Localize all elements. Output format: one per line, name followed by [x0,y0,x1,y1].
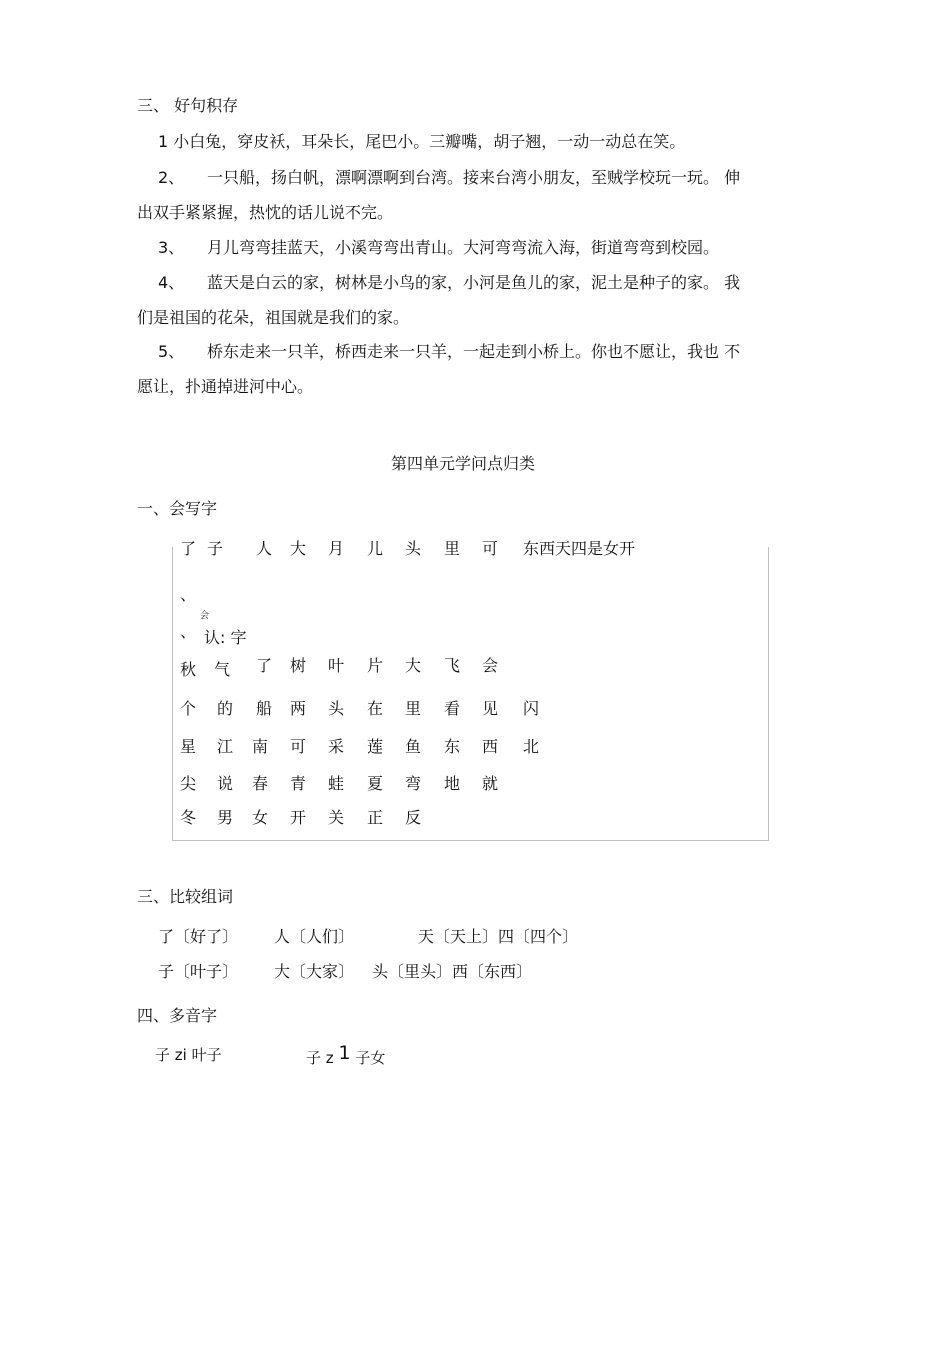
read-char: 男 [217,808,234,827]
read-char: 关 [328,808,345,827]
read-char: 尖 [180,774,197,793]
read-char: 正 [367,808,384,827]
read-char: 看 [444,699,461,718]
read-char: 见 [482,699,499,718]
polyphonic-pinyin-start: 子 z [306,1049,334,1067]
mark-comma-1: 、 [180,585,197,604]
read-char: 两 [290,699,307,718]
read-char: 里 [405,699,422,718]
sentence-4-number: 4、 [158,273,185,292]
read-char: 秋 [180,660,197,679]
sentence-5-line-2: 愿让，扑通掉进河中心。 [137,377,314,396]
read-char: 叶 [328,656,345,675]
write-char: 大 [290,539,307,558]
read-char: 采 [328,737,345,756]
write-char: 里 [444,539,461,558]
read-char: 树 [290,656,307,675]
unit-title: 第四单元学问点归类 [391,454,536,473]
mark-comma-2: 、 [180,622,197,641]
polyphonic-word: 子女 [355,1049,386,1067]
compare-item: 了〔好了〕 [158,927,239,946]
read-char: 飞 [444,656,461,675]
section-title-good-sentences: 三、 好句积存 [137,96,239,115]
sentence-2-line-2: 出双手紧紧握，热忱的话儿说不完。 [137,203,394,222]
read-char: 夏 [367,774,384,793]
sentence-5-number: 5、 [158,342,185,361]
read-char: 气 [214,660,231,679]
write-char-group: 东西天四是女开 [523,539,636,558]
read-char: 片 [367,656,384,675]
sentence-3-number: 3、 [158,238,185,257]
sentence-4-line-2: 们是祖国的花朵，祖国就是我们的家。 [137,308,410,327]
read-char: 可 [290,737,307,756]
read-char: 女 [252,808,269,827]
read-char: 头 [328,699,345,718]
read-char: 冬 [180,808,197,827]
read-char: 南 [252,737,269,756]
section-title-compare: 三、比较组词 [137,887,234,906]
section-title-write: 一、会写字 [137,499,218,518]
sentence-1: 1 小白兔，穿皮袄，耳朵长，尾巴小。三瓣嘴，胡子翘，一动一动总在笑。 [158,132,686,151]
read-char: 反 [405,808,422,827]
read-char: 大 [405,656,422,675]
polyphonic-tone-mark: 1 [338,1042,351,1064]
compare-item: 天〔天上〕四〔四个〕 [418,927,579,946]
sentence-3: 月儿弯弯挂蓝天，小溪弯弯出青山。大河弯弯流入海，街道弯弯到校园。 [207,238,720,257]
write-char: 子 [207,539,224,558]
compare-item: 子〔叶子〕 [158,962,239,981]
compare-item: 人〔人们〕 [274,927,355,946]
polyphonic-item-1: 子 zi 叶子 [155,1046,222,1064]
read-char: 东 [444,737,461,756]
read-char: 青 [290,774,307,793]
read-char: 鱼 [405,737,422,756]
read-char: 船 [256,699,273,718]
polyphonic-item-2 [306,1042,386,1067]
read-char: 北 [523,737,540,756]
write-char: 人 [256,539,273,558]
recognize-label: 认: 字 [204,628,247,647]
write-char: 头 [405,539,422,558]
sentence-2-line-1: 一只船，扬白帆，漂啊漂啊到台湾。接来台湾小朋友，至贼学校玩一玩。 伸 [207,168,741,187]
character-box [172,547,769,841]
read-char: 地 [444,774,461,793]
read-char: 闪 [523,699,540,718]
write-char: 儿 [367,539,384,558]
read-char: 的 [217,699,234,718]
read-char: 说 [217,774,234,793]
read-char: 在 [367,699,384,718]
read-char: 蛙 [328,774,345,793]
sentence-5-line-1: 桥东走来一只羊，桥西走来一只羊，一起走到小桥上。你也不愿让，我也 不 [207,342,741,361]
compare-item: 大〔大家〕 [274,962,355,981]
read-char: 就 [482,774,499,793]
read-char: 西 [482,737,499,756]
compare-item: 头〔里头〕西〔东西〕 [372,962,533,981]
write-char: 了 [180,539,197,558]
sentence-4-line-1: 蓝天是白云的家，树林是小鸟的家，小河是鱼儿的家，泥土是种子的家。 我 [207,273,741,292]
read-char: 会 [482,656,499,675]
read-char: 弯 [405,774,422,793]
read-char: 了 [256,656,273,675]
read-char: 星 [180,737,197,756]
read-char: 开 [290,808,307,827]
read-char: 江 [217,737,234,756]
write-char: 月 [328,539,345,558]
section-title-polyphonic: 四、多音字 [137,1006,218,1025]
mark-small-hui: 会 [200,611,210,621]
write-char: 可 [482,539,499,558]
read-char: 春 [252,774,269,793]
sentence-2-number: 2、 [158,168,185,187]
read-char: 莲 [367,737,384,756]
read-char: 个 [180,699,197,718]
